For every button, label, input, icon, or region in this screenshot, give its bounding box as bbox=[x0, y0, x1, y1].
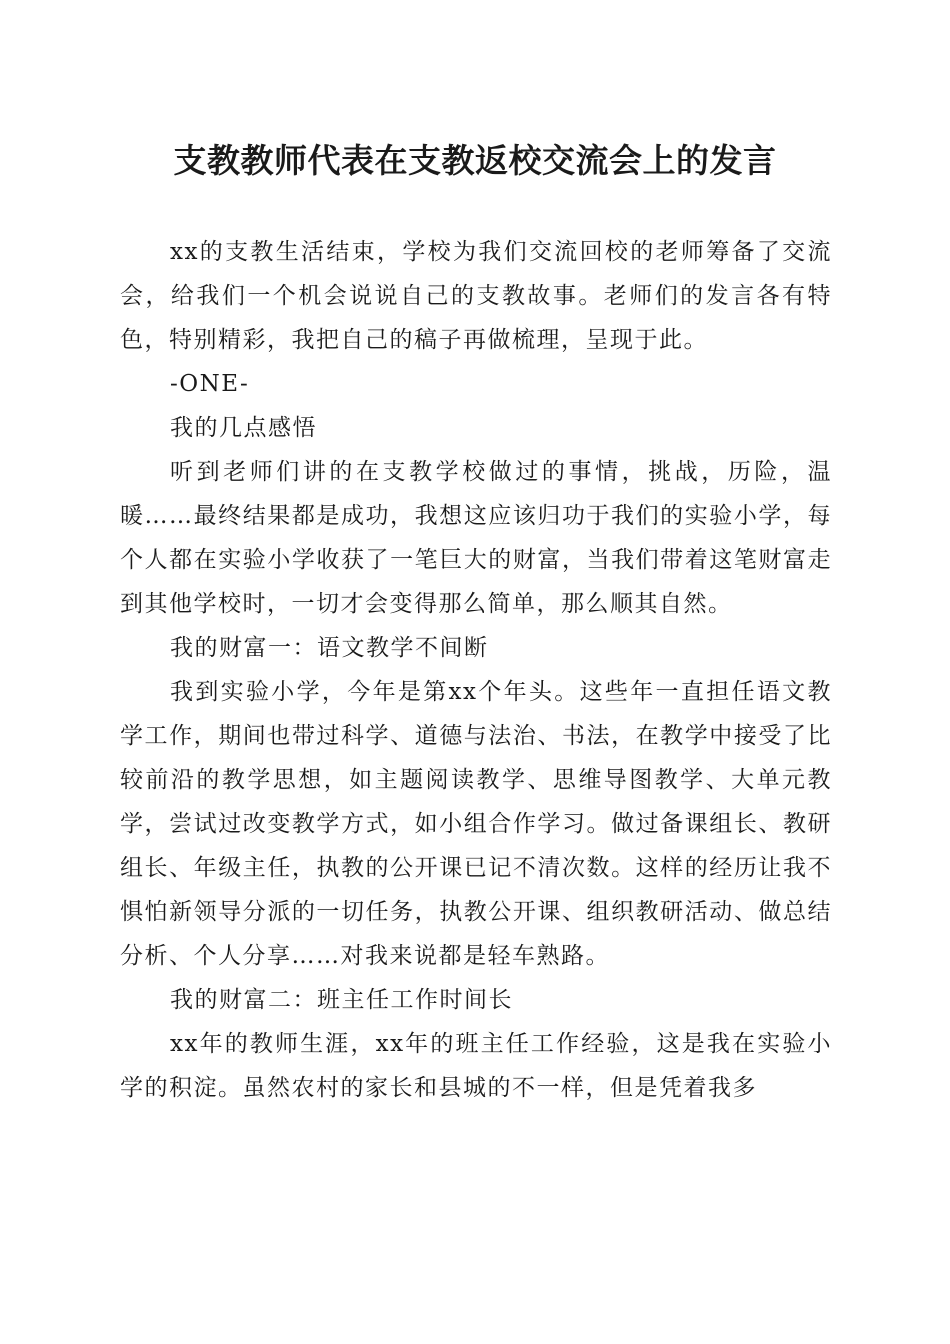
paragraph: 听到老师们讲的在支教学校做过的事情，挑战，历险，温暖……最终结果都是成功，我想这应该归功于我们的实验小学，每个人都在实验小学收获了一笔巨大的财富，当我们带着这笔财富走到其他学校时，一切才会变得那么简单，那么顺其自然。 bbox=[120, 459, 832, 617]
paragraph: xx年的教师生涯，xx年的班主任工作经验，这是我在实验小学的积淀。虽然农村的家长和县城的不一样，但是凭着我多 bbox=[120, 1031, 832, 1101]
paragraph: 我到实验小学，今年是第xx个年头。这些年一直担任语文教学工作，期间也带过科学、道德与法治、书法，在教学中接受了比较前沿的教学思想，如主题阅读教学、思维导图教学、大单元教学，尝试过改变教学方式，如小组合作学习。做过备课组长、教研组长、年级主任，执教的公开课已记不清次数。这样的经历让我不惧怕新领导分派的一切任务，执教公开课、组织教研活动、做总结分析、个人分享……对我来说都是轻车熟路。 bbox=[120, 679, 832, 969]
document-title: 支教教师代表在支教返校交流会上的发言 bbox=[173, 141, 777, 180]
section-heading: 我的几点感悟 bbox=[170, 415, 317, 441]
subsection-heading: 我的财富一：语文教学不间断 bbox=[170, 635, 489, 661]
subsection-heading: 我的财富二：班主任工作时间长 bbox=[170, 987, 513, 1013]
paragraph-intro: xx的支教生活结束，学校为我们交流回校的老师筹备了交流会，给我们一个机会说说自己的支教故事。老师们的发言各有特色，特别精彩，我把自己的稿子再做梳理，呈现于此。 bbox=[120, 239, 832, 353]
document-body bbox=[120, 230, 832, 1110]
section-marker: -ONE- bbox=[170, 371, 250, 397]
